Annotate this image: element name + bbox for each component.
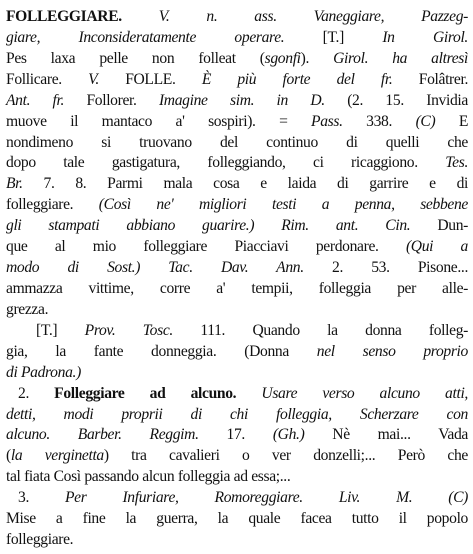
text-run: la verginetta: [10, 447, 104, 465]
text-run: (C): [415, 112, 436, 130]
text-run: (C): [412, 489, 468, 507]
text-run: nondimeno si truovano del continuo di quelli che: [6, 133, 468, 151]
text-run: ammazza vittime, corre a' tempii, folleggia per alle-: [6, 280, 468, 297]
text-run: giare, Inconsideratamente operare.: [6, 28, 285, 46]
text-run: 7. 8. Parmi mala cosa e laida di garrire e di: [22, 175, 468, 193]
text-run: Follorer.: [64, 91, 159, 109]
text-run: Pes laxa pelle non folleat (: [6, 49, 265, 67]
text-run: que al mio folleggiare Piacciavi perdonare.: [6, 238, 406, 256]
text-run: (Così ne' migliori testi a penna, sebbene: [98, 196, 468, 214]
text-run: 17.: [198, 426, 273, 444]
text-run: Follicare.: [6, 70, 89, 88]
text-run: FOLLEGGIARE.: [6, 8, 122, 25]
text-run: Ant. fr.: [6, 91, 65, 109]
text-run: ).: [300, 49, 334, 67]
text-run: 2. 53. Pisone...: [303, 259, 468, 276]
text-run: gli stampati abbiano guarire.) Rim. ant. Cin.: [6, 217, 411, 235]
text-run: FOLLE.: [98, 70, 202, 88]
text-run: Tes.: [445, 154, 468, 172]
text-run: modo di Sost.) Tac. Dav. Ann.: [6, 259, 304, 276]
text-run: Dun-: [410, 217, 468, 235]
text-run: V.: [88, 70, 99, 88]
text-run: E: [435, 112, 468, 130]
text-run: 338.: [342, 112, 416, 130]
text-run: [236, 385, 261, 402]
text-run: Usare verso alcuno atti,: [261, 384, 468, 402]
text-run: (2. 15. Invidia: [324, 91, 468, 109]
text-run: folleggiare.: [6, 196, 99, 214]
text-run: Folâtrer.: [392, 70, 468, 88]
text-run: di Padrona.): [6, 363, 81, 381]
text-run: gia, la fante donneggia. (Donna: [6, 342, 317, 360]
text-run: (: [6, 447, 11, 465]
text-run: nel senso proprio: [316, 342, 468, 360]
text-run: (Gh.): [272, 426, 305, 444]
text-run: Girol. ha altresì: [333, 49, 469, 67]
text-run: sgonfi: [264, 49, 301, 67]
text-run: (Qui a: [405, 238, 468, 256]
text-run: [122, 8, 159, 25]
text-run: Folleggiare ad alcuno.: [54, 384, 237, 402]
text-run: ) tra cavalieri o ver donzelli;... Però che: [103, 447, 468, 465]
text-run: [T.]: [36, 321, 85, 339]
entry-line-25: [6, 507, 468, 531]
text-run: grezza.: [6, 300, 49, 318]
text-run: [T.]: [284, 28, 383, 46]
text-run: In Girol.: [382, 28, 468, 46]
text-run: Pass.: [311, 112, 343, 130]
text-run: È più forte del fr.: [201, 70, 393, 88]
text-run: dopo tale gastigatura, folleggiando, ci ricaggiono.: [6, 154, 446, 172]
text-run: 3.: [18, 489, 65, 507]
text-run: muove il mantaco a' sospiri). =: [6, 112, 312, 130]
text-run: Nè mai... Vada: [304, 426, 468, 444]
text-run: Br.: [6, 175, 23, 193]
entry-line-26: [6, 528, 73, 552]
text-run: Prov. Tosc.: [84, 321, 173, 339]
text-run: V. n. ass. Vaneggiare, Pazzeg-: [158, 8, 468, 25]
text-run: tal fiata Così passando alcun folleggia ad essa;...: [6, 468, 291, 486]
text-run: Per Infuriare, Romoreggiare. Liv. M.: [64, 489, 413, 507]
text-run: Mise a fine la guerra, la quale facea tutto il popolo: [6, 510, 468, 528]
entry-line-14: [6, 277, 468, 301]
text-run: Imagine sim. in D.: [158, 91, 325, 109]
text-run: folleggiare.: [6, 531, 74, 548]
text-run: 111. Quando la donna folleg-: [172, 321, 468, 339]
text-run: 2.: [18, 384, 55, 402]
text-run: detti, modi proprii di chi folleggia, Scherzare con: [6, 405, 468, 423]
text-run: alcuno. Barber. Reggim.: [6, 426, 199, 444]
